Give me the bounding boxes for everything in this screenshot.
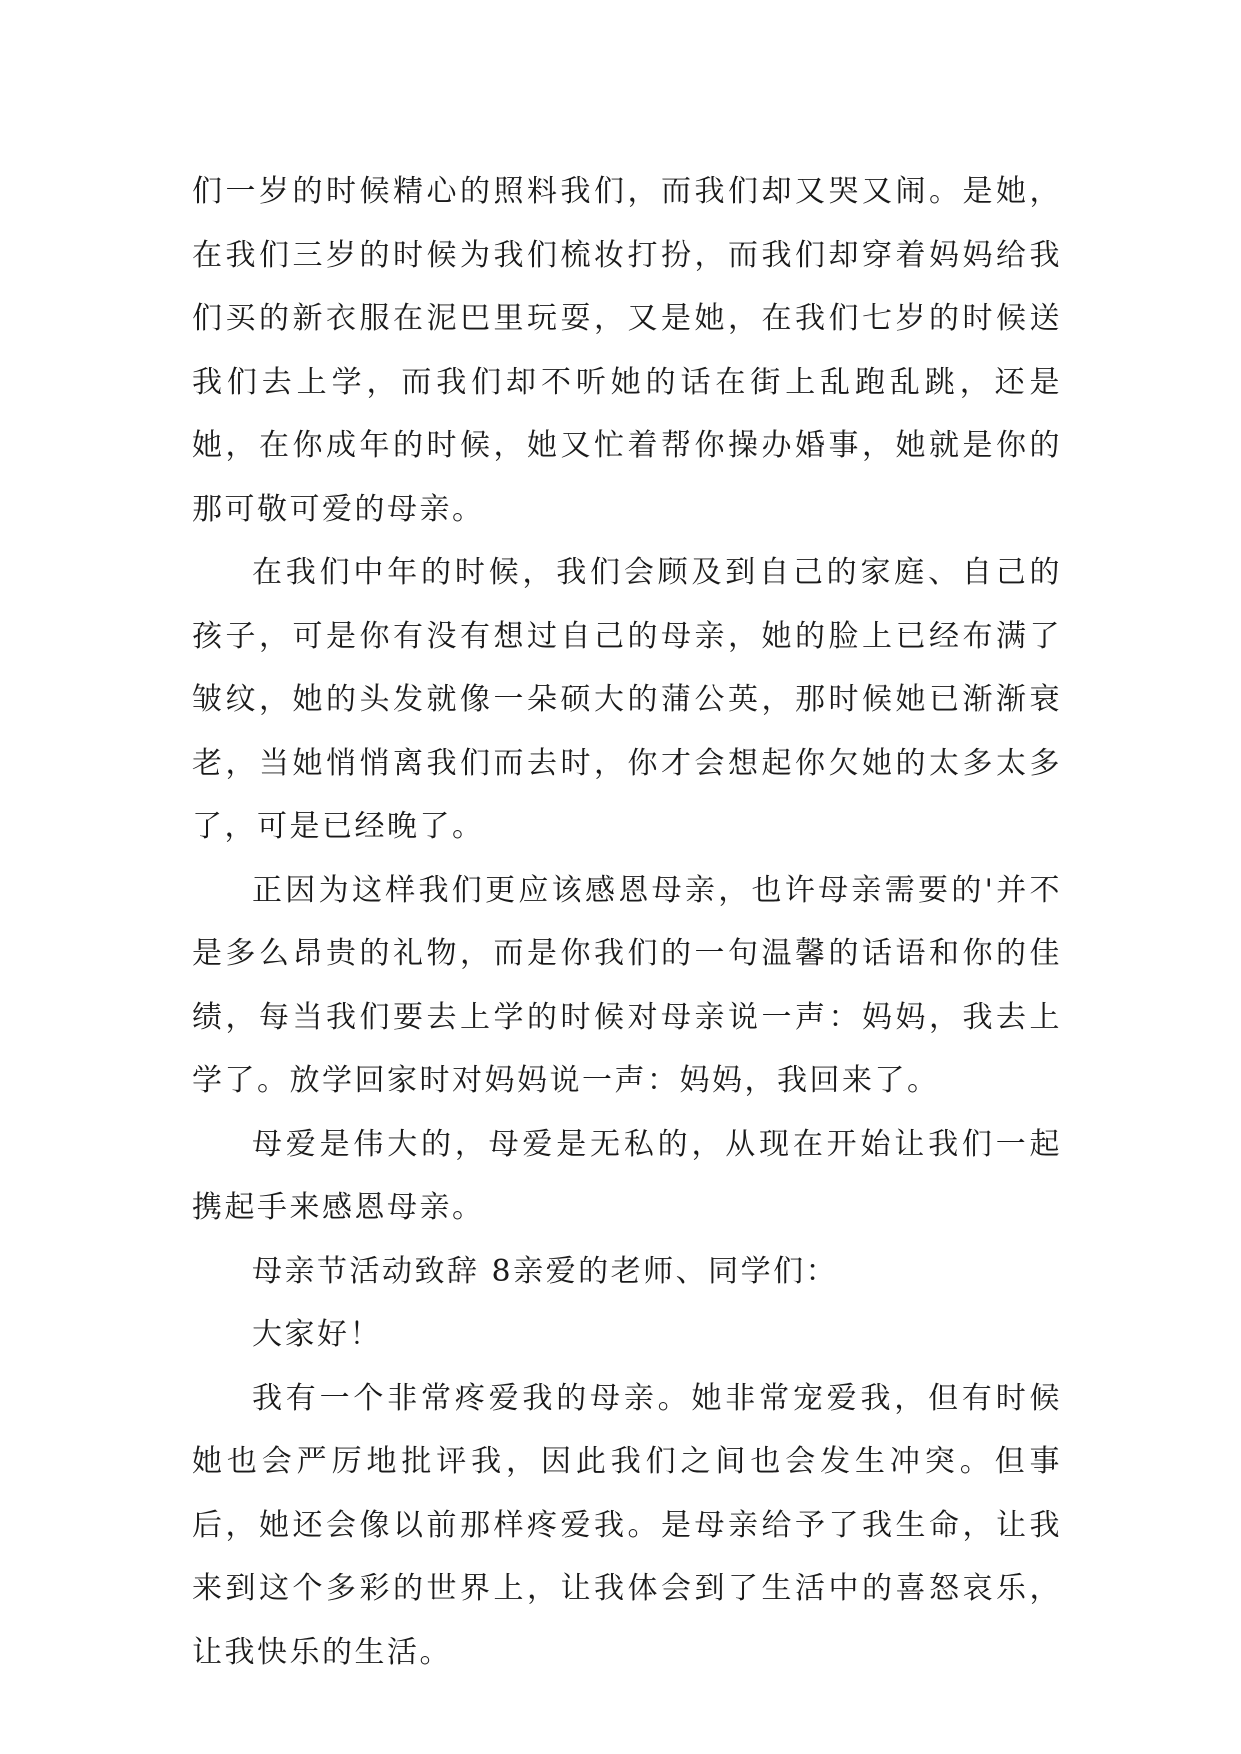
paragraph-1: 们一岁的时候精心的照料我们，而我们却又哭又闹。是她，在我们三岁的时候为我们梳妆打扮，而我们却穿着妈妈给我们买的新衣服在泥巴里玩耍，又是她，在我们七岁的时候送我们去上学，而我们却不听她的话在街上乱跑乱跳，还是她，在你成年的时候，她又忙着帮你操办婚事，她就是你的那可敬可爱的母亲。 (192, 174, 1062, 527)
paragraph-3: 正因为这样我们更应该感恩母亲，也许母亲需要的'并不是多么昂贵的礼物，而是你我们的一句温馨的话语和你的佳绩，每当我们要去上学的时候对母亲说一声：妈妈，我去上学了。放学回家时对妈妈说一声：妈妈，我回来了。 (192, 872, 1062, 1098)
paragraph-5: 我有一个非常疼爱我的母亲。她非常宠爱我，但有时候她也会严厉地批评我，因此我们之间也会发生冲突。但事后，她还会像以前那样疼爱我。是母亲给予了我生命，让我来到这个多彩的世界上，让我体会到了生活中的喜怒哀乐，让我快乐的生活。 (192, 1380, 1062, 1670)
document-body (192, 160, 1062, 1684)
paragraph-4: 母爱是伟大的，母爱是无私的，从现在开始让我们一起携起手来感恩母亲。 (192, 1126, 1062, 1225)
greeting: 大家好！ (252, 1317, 382, 1352)
section-heading: 母亲节活动致辞 8亲爱的老师、同学们： (252, 1253, 839, 1289)
paragraph-2: 在我们中年的时候，我们会顾及到自己的家庭、自己的孩子，可是你有没有想过自己的母亲，她的脸上已经布满了皱纹，她的头发就像一朵硕大的蒲公英，那时候她已渐渐衰老，当她悄悄离我们而去时，你才会想起你欠她的太多太多了，可是已经晚了。 (192, 555, 1062, 844)
